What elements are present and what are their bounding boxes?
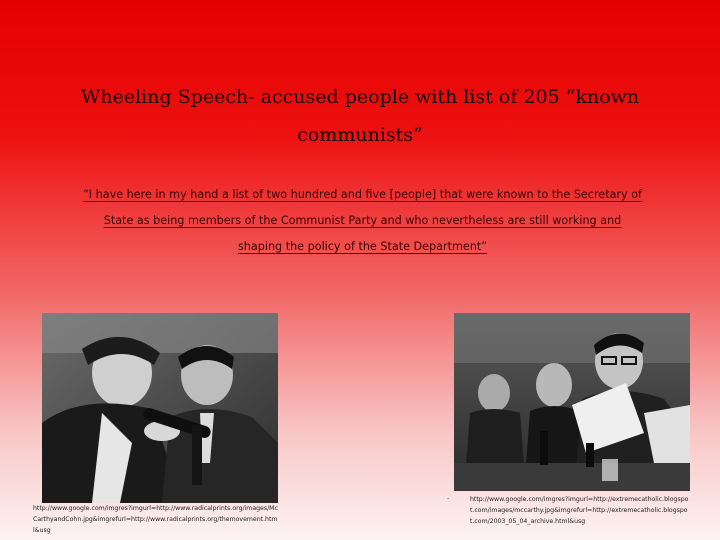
- slide-title: [40, 78, 680, 154]
- right-caption-bullet: -: [447, 495, 450, 502]
- left-image-source-url[interactable]: http://www.google.com/imgres?imgurl=http://www.radicalprints.org/images/McCarthyandCohn.jpg&imgrefurl=http://www.radicalprints.org/themovement.html&usg: [33, 505, 278, 534]
- title-line-1: Wheeling Speech- accused people with list of 205 “known: [80, 86, 640, 108]
- speech-quote: “I have here in my hand a list of two hundred and five [people] that were known to the Secretary of State as being members of the Communist Party and who nevertheless are still working and shaping the policy of the State Department”: [83, 188, 642, 253]
- photo-mccarthy-and-cohn-image: [42, 313, 278, 503]
- photo-mccarthy-hearing: [454, 313, 690, 491]
- photo-mccarthy-hearing-image: [454, 313, 690, 491]
- right-image-source-url[interactable]: http://www.google.com/imgres?imgurl=http://extremecatholic.blogspot.com/images/mccarthy.jpg&imgrefurl=http://extremecatholic.blogspot.com/2003_05_04_archive.html&usg: [470, 496, 689, 525]
- photo-mccarthy-and-cohn: [42, 313, 278, 503]
- title-line-2: communists”: [297, 124, 423, 146]
